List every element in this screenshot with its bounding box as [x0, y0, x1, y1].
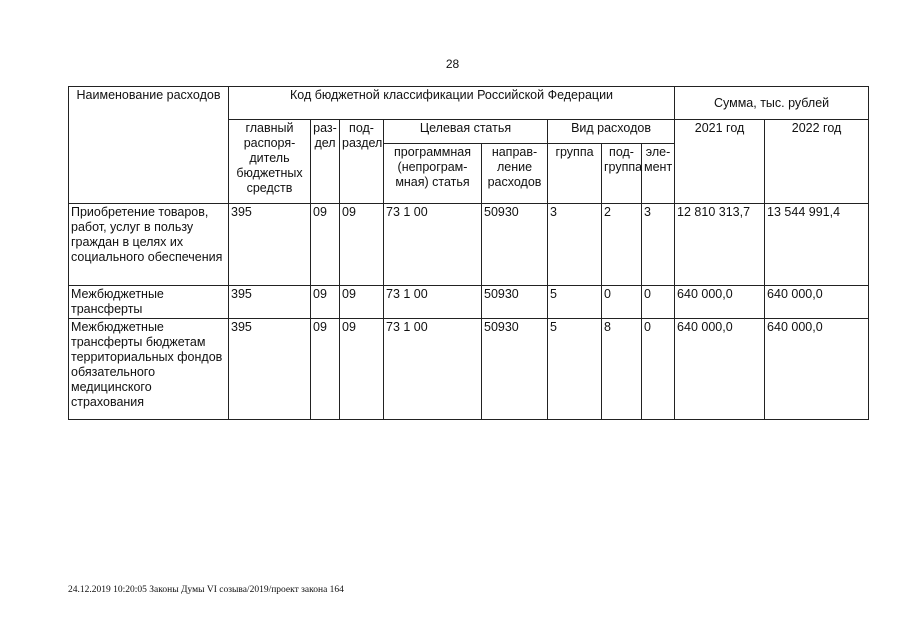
row-group: 5	[548, 319, 602, 420]
header-subsection: под-раздел	[340, 120, 384, 204]
header-bcc-group: Код бюджетной классификации Российской Федерации	[229, 87, 675, 120]
row-group: 5	[548, 286, 602, 319]
row-sum-2022: 640 000,0	[765, 286, 869, 319]
row-name: Приобретение товаров, работ, услуг в пользу граждан в целях их социального обеспечения	[69, 204, 229, 286]
row-program: 73 1 00	[384, 319, 482, 420]
row-subsection: 09	[340, 204, 384, 286]
row-group: 3	[548, 204, 602, 286]
row-section: 09	[311, 286, 340, 319]
header-year-2022: 2022 год	[765, 120, 869, 204]
row-sum-2022: 640 000,0	[765, 319, 869, 420]
row-program: 73 1 00	[384, 286, 482, 319]
header-target-article: Целевая статья	[384, 120, 548, 144]
header-expense-type: Вид расходов	[548, 120, 675, 144]
row-element: 0	[642, 319, 675, 420]
row-subsection: 09	[340, 286, 384, 319]
row-program: 73 1 00	[384, 204, 482, 286]
page-number: 28	[445, 57, 460, 71]
document-footer: 24.12.2019 10:20:05 Законы Думы VI созыва/2019/проект закона 164	[68, 585, 344, 595]
row-name: Межбюджетные трансферты	[69, 286, 229, 319]
header-element: эле-мент	[642, 144, 675, 204]
row-section: 09	[311, 204, 340, 286]
row-section: 09	[311, 319, 340, 420]
row-manager: 395	[229, 204, 311, 286]
header-direction: направ-ление расходов	[482, 144, 548, 204]
row-direction: 50930	[482, 204, 548, 286]
row-element: 0	[642, 286, 675, 319]
header-section: раз-дел	[311, 120, 340, 204]
header-group: группа	[548, 144, 602, 204]
header-subgroup: под-группа	[602, 144, 642, 204]
header-program-article: программная (непрограм-мная) статья	[384, 144, 482, 204]
table-row	[69, 319, 869, 420]
header-year-2021: 2021 год	[675, 120, 765, 204]
row-sum-2021: 640 000,0	[675, 286, 765, 319]
row-direction: 50930	[482, 319, 548, 420]
header-sum-group: Сумма, тыс. рублей	[675, 87, 869, 120]
row-sum-2022: 13 544 991,4	[765, 204, 869, 286]
budget-table	[68, 86, 869, 420]
row-manager: 395	[229, 286, 311, 319]
row-subgroup: 8	[602, 319, 642, 420]
row-subsection: 09	[340, 319, 384, 420]
row-subgroup: 2	[602, 204, 642, 286]
row-direction: 50930	[482, 286, 548, 319]
table-row	[69, 286, 869, 319]
table-row	[69, 204, 869, 286]
header-main-manager: главный распоря-дитель бюджетных средств	[229, 120, 311, 204]
row-name: Межбюджетные трансферты бюджетам территориальных фондов обязательного медицинского страхования	[69, 319, 229, 420]
row-subgroup: 0	[602, 286, 642, 319]
row-element: 3	[642, 204, 675, 286]
row-sum-2021: 640 000,0	[675, 319, 765, 420]
row-sum-2021: 12 810 313,7	[675, 204, 765, 286]
row-manager: 395	[229, 319, 311, 420]
header-name: Наименование расходов	[69, 87, 229, 204]
